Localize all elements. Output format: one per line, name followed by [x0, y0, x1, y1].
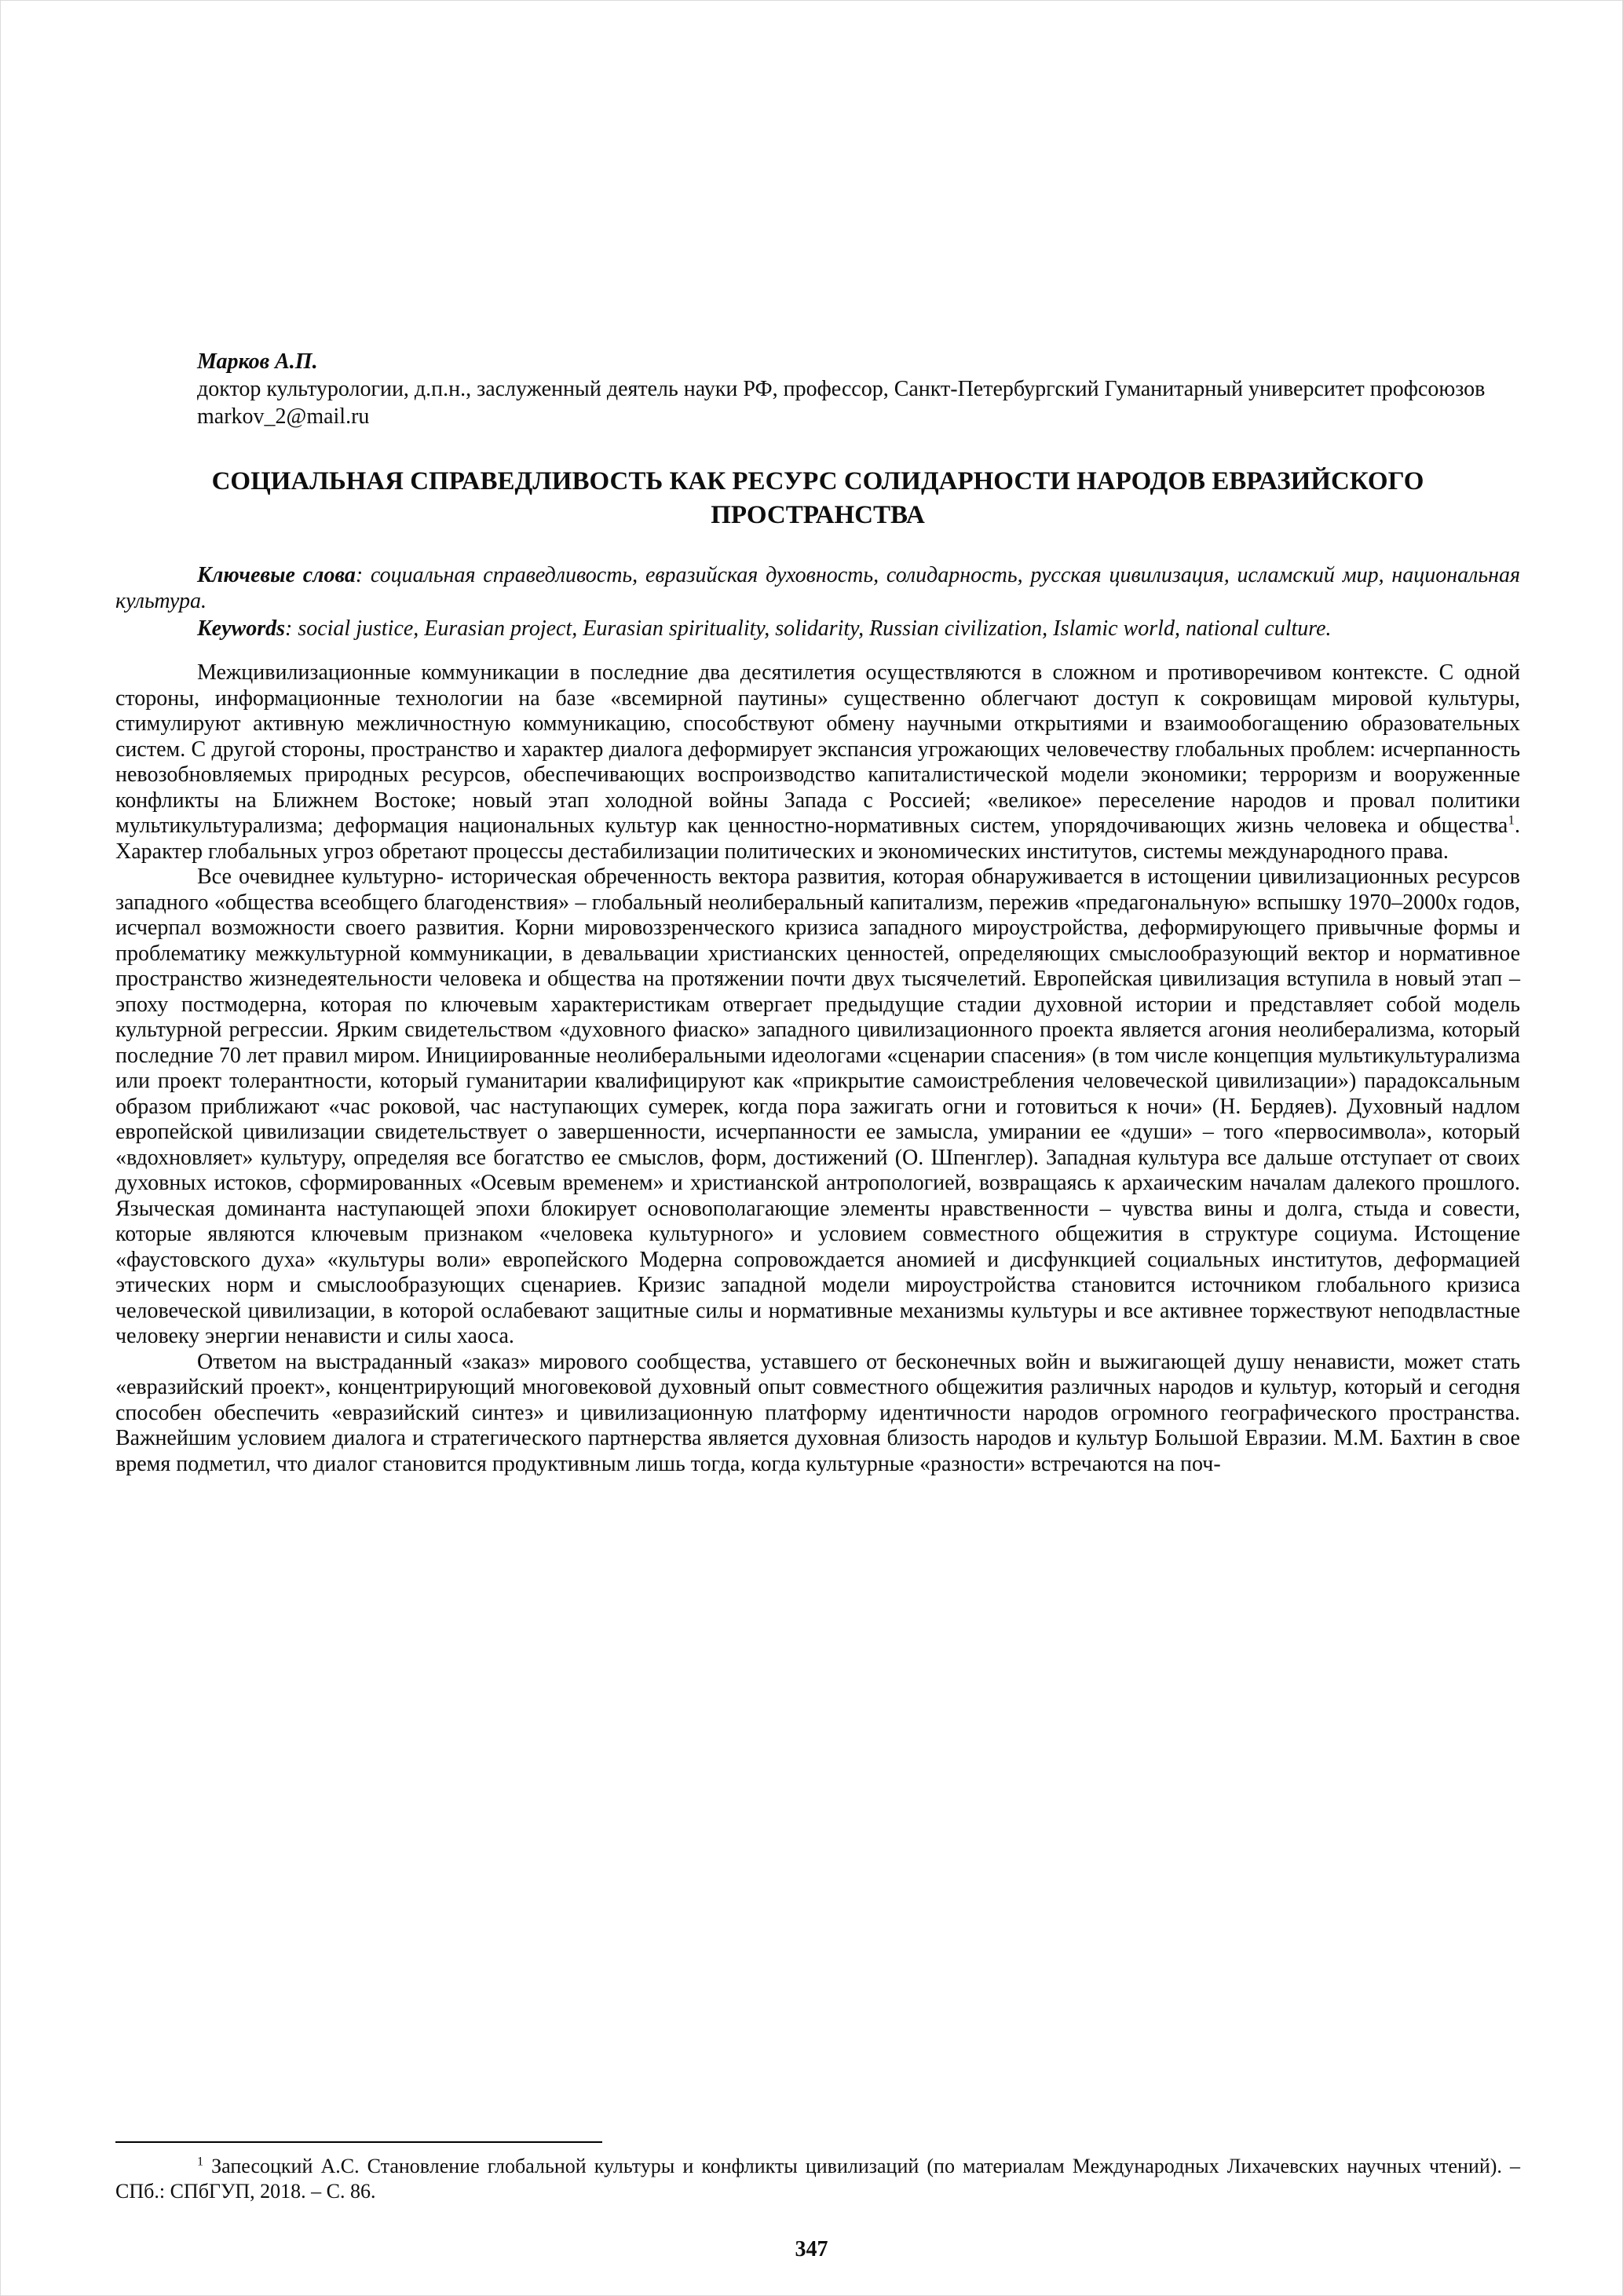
keywords-en [115, 616, 1520, 642]
author-name: Марков А.П. [197, 349, 318, 374]
page-number: 347 [795, 2237, 828, 2261]
footnote-area [115, 2141, 1520, 2204]
paragraph-2: Все очевиднее культурно- историческая обреченность вектора развития, которая обнаруживается в истощении цивилизационных ресурсов западного «общества всеобщего благоденствия» – глобальный неолиберальный капитализм, пережив «предагональную» вспышку 1970–2000х годов, исчерпал возможности своего развития. Корни мировоззренческого кризиса западного мироустройства, деформирующего привычные формы и проблематику межкультурной коммуникации, в девальвации христианских ценностей, определяющих смыслообразующий вектор и нормативное пространство жизнедеятельности человека и общества на протяжении почти двух тысячелетий. Европейская цивилизация вступила в новый этап – эпоху постмодерна, которая по ключевым характеристикам отвергает предыдущие стадии духовной истории и представляет собой модель культурной регрессии. Ярким свидетельством «духовного фиаско» западного цивилизационного проекта является агония неолиберализма, который последние 70 лет правил миром. Инициированные неолиберальными идеологами «сценарии спасения» (в том числе концепция мультикультурализма или проект толерантности, который гуманитарии квалифицируют как «прикрытие самоистребления человеческой цивилизации») парадоксальным образом приближают «час роковой, час наступающих сумерек, когда пора зажигать огни и готовиться к ночи» (Н. Бердяев). Духовный надлом европейской цивилизации свидетельствует о завершенности, исчерпанности ее замысла, умирании ее «души» – того «первосимвола», который «вдохновляет» культуру, определяя все богатство ее смыслов, форм, достижений (О. Шпенглер). Западная культура все дальше отступает от своих духовных истоков, сформированных «Осевым временем» и христианской антропологией, возвращаясь к архаическим началам далекого прошлого. Языческая доминанта наступающей эпохи блокирует основополагающие элементы нравственности – чувства вины и долга, стыда и совести, которые являются ключевым признаком «человека культурного» и условием совместного общежития в структуре социума. Истощение «фаустовского духа» «культуры воли» европейского Модерна сопровождается аномией и дисфункцией социальных институтов, деформацией этических норм и смыслообразующих сценариев. Кризис западной модели мироустройства становится источником глобального кризиса человеческой цивилизации, в которой ослабевают защитные силы и нормативные механизмы культуры и все активнее торжествуют неподвластные человеку энергии ненависти и силы хаоса. [115, 865, 1520, 1348]
paragraph-1-text-continued: . Характер глобальных угроз обретают процессы дестабилизации политических и экономических институтов, системы международного права. [115, 813, 1520, 864]
paragraph-3: Ответом на выстраданный «заказ» мирового сообщества, уставшего от бесконечных войн и выжигающей душу ненависти, может стать «евразийский проект», концентрирующий многовековой духовный опыт совместного общежития различных народов и культур, который и сегодня способен обеспечить «евразийский синтез» и цивилизационную платформу идентичности народов огромного географического пространства. Важнейшим условием диалога и стратегического партнерства является духовная близость народов и культур Большой Евразии. М.М. Бахтин в свое время подметил, что диалог становится продуктивным лишь тогда, когда культурные «разности» встречаются на поч- [115, 1349, 1520, 1476]
author-email: markov_2@mail.ru [197, 404, 370, 429]
keywords-ru [115, 562, 1520, 614]
keywords-ru-label: Ключевые слова [197, 563, 356, 587]
footnote-divider [115, 2141, 602, 2143]
keywords-en-text: : social justice, Eurasian project, Eurasian spirituality, solidarity, Russian civilization, Islamic world, national culture. [285, 616, 1332, 641]
paper-title: СОЦИАЛЬНАЯ СПРАВЕДЛИВОСТЬ КАК РЕСУРС СОЛИДАРНОСТИ НАРОДОВ ЕВРАЗИЙСКОГО ПРОСТРАНСТВА [211, 467, 1424, 529]
footnote-marker: 1 [197, 2155, 204, 2169]
keywords-en-label: Keywords [197, 616, 285, 641]
author-affiliation: доктор культурологии, д.п.н., заслуженный деятель науки РФ, профессор, Санкт-Петербургский Гуманитарный университет профсоюзов [197, 377, 1486, 401]
footnote-text: Запесоцкий А.С. Становление глобальной культуры и конфликты цивилизаций (по материалам Международных Лихачевских научных чтений). – СПб.: СПбГУП, 2018. – С. 86. [115, 2155, 1520, 2203]
paragraph-1-text: Межцивилизационные коммуникации в последние два десятилетия осуществляются в сложном и противоречивом контексте. С одной стороны, информационные технологии на базе «всемирной паутины» существенно облегчают доступ к сокровищам мировой культуры, стимулируют активную межличностную коммуникацию, способствуют обмену научными открытиями и взаимообогащению образовательных систем. С другой стороны, пространство и характер диалога деформирует экспансия угрожающих человечеству глобальных проблем: исчерпанность невозобновляемых природных ресурсов, обеспечивающих воспроизводство капиталистической модели экономики; терроризм и вооруженные конфликты на Ближнем Востоке; новый этап холодной войны Запада с Россией; «великое» переселение народов и провал политики мультикультурализма; деформация национальных культур как ценностно-нормативных систем, упорядочивающих жизнь человека и общества [115, 660, 1520, 838]
keywords-ru-text: : социальная справедливость, евразийская духовность, солидарность, русская цивилизация, исламский мир, национальная культура. [115, 563, 1520, 613]
author-block [197, 348, 1520, 430]
paragraph-1 [115, 660, 1520, 865]
footnote-reference-1: 1 [1508, 812, 1515, 828]
footnote [115, 2154, 1520, 2204]
page-content [115, 1, 1520, 1477]
